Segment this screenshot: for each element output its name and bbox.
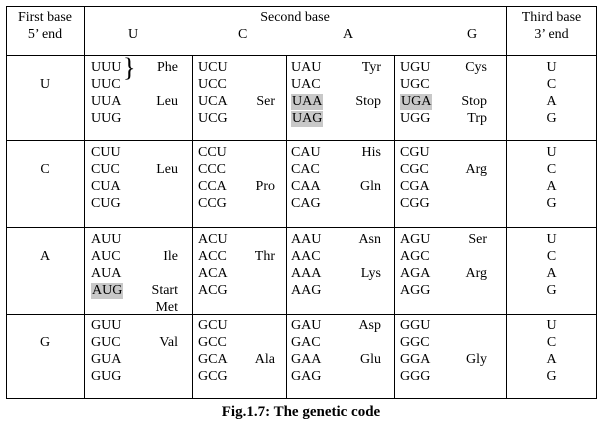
third-base-letter: G: [546, 283, 557, 298]
codon: GCU: [198, 318, 228, 333]
codon: CCC: [198, 162, 227, 177]
codon: UUC: [91, 77, 121, 92]
codon: CAG: [291, 196, 321, 211]
figure-caption: Fig.1.7: The genetic code: [221, 404, 381, 420]
amino-acid-label: Phe: [157, 60, 178, 75]
first-base-end: 5’ end: [27, 27, 63, 42]
first-base-letter: U: [39, 77, 51, 92]
third-base-letter: C: [546, 162, 557, 177]
codon: AUU: [91, 232, 122, 247]
codon: UCG: [198, 111, 228, 126]
codon: UAC: [291, 77, 321, 92]
codon: UGC: [400, 77, 430, 92]
second-base-letter: U: [128, 27, 139, 42]
third-base-letter: A: [546, 352, 557, 367]
codon: UGA: [401, 94, 432, 109]
codon: ACA: [198, 266, 228, 281]
amino-acid-label: Stop: [461, 94, 487, 109]
codon: AAU: [291, 232, 322, 247]
third-base-end: 3’ end: [534, 27, 569, 42]
codon: CUU: [91, 145, 121, 160]
codon: CAA: [291, 179, 321, 194]
codon: UAA: [292, 94, 323, 109]
codon: AGC: [400, 249, 430, 264]
codon: GUU: [91, 318, 122, 333]
second-base-letter: C: [238, 27, 248, 42]
codon: GGU: [400, 318, 431, 333]
codon: GAU: [291, 318, 322, 333]
amino-acid-label: Asp: [358, 318, 381, 333]
codon: AAG: [291, 283, 322, 298]
amino-acid-label: Met: [155, 300, 178, 315]
codon: UUG: [91, 111, 122, 126]
third-base-letter: G: [546, 196, 557, 211]
codon: CAU: [291, 145, 321, 160]
table-border-top: [6, 6, 597, 7]
codon: GUG: [91, 369, 122, 384]
amino-acid-label: Cys: [465, 60, 487, 75]
first-base-letter: G: [39, 335, 51, 350]
third-base-letter: C: [546, 77, 557, 92]
codon: CGG: [400, 196, 430, 211]
codon: AGG: [400, 283, 431, 298]
brace-symbol: }: [123, 53, 136, 82]
amino-acid-label: Arg: [465, 162, 487, 177]
first-base-header: First base: [17, 10, 73, 25]
table-border-right: [596, 6, 597, 399]
codon: GGC: [400, 335, 430, 350]
codon: CUA: [91, 179, 121, 194]
amino-acid-label: Stop: [355, 94, 381, 109]
table-border-bottom: [6, 398, 597, 399]
third-base-letter: C: [546, 335, 557, 350]
codon: AUG: [92, 283, 123, 298]
codon: ACG: [198, 283, 228, 298]
codon: UCU: [198, 60, 228, 75]
codon: GUA: [91, 352, 122, 367]
codon: CGA: [400, 179, 430, 194]
second-base-header: Second base: [260, 10, 330, 25]
codon: CGC: [400, 162, 429, 177]
third-base-letter: A: [546, 179, 557, 194]
row-divider: [6, 227, 597, 228]
amino-acid-label: Pro: [255, 179, 275, 194]
amino-acid-label: Thr: [254, 249, 275, 264]
third-base-letter: A: [546, 94, 557, 109]
column-divider: [84, 6, 85, 399]
amino-acid-label: Start: [151, 283, 178, 298]
codon: ACU: [198, 232, 228, 247]
codon: UGU: [400, 60, 431, 75]
codon: GAC: [291, 335, 321, 350]
amino-acid-label: Gly: [466, 352, 487, 367]
amino-acid-label: His: [361, 145, 381, 160]
row-divider: [6, 314, 597, 315]
amino-acid-label: Gln: [360, 179, 381, 194]
amino-acid-label: Tyr: [361, 60, 381, 75]
amino-acid-label: Leu: [156, 162, 178, 177]
codon: GCG: [198, 369, 228, 384]
third-base-letter: G: [546, 369, 557, 384]
codon: CUC: [91, 162, 120, 177]
codon: UAU: [291, 60, 322, 75]
amino-acid-label: Ser: [468, 232, 487, 247]
second-base-letter: A: [343, 27, 354, 42]
third-base-header: Third base: [521, 10, 582, 25]
codon: UCA: [198, 94, 228, 109]
amino-acid-label: Ile: [163, 249, 178, 264]
codon: UAG: [292, 111, 323, 126]
amino-acid-label: Arg: [465, 266, 487, 281]
codon: GAG: [291, 369, 322, 384]
codon: GGA: [400, 352, 431, 367]
codon: UUA: [91, 94, 122, 109]
codon: AGA: [400, 266, 431, 281]
third-base-letter: U: [546, 60, 557, 75]
amino-acid-label: Asn: [358, 232, 381, 247]
second-base-letter: G: [467, 27, 478, 42]
amino-acid-label: Glu: [360, 352, 381, 367]
first-base-letter: C: [40, 162, 50, 177]
amino-acid-label: Ala: [254, 352, 275, 367]
codon: AUC: [91, 249, 121, 264]
third-base-letter: A: [546, 266, 557, 281]
codon: ACC: [198, 249, 227, 264]
codon: CGU: [400, 145, 430, 160]
third-base-letter: U: [546, 232, 557, 247]
first-base-letter: A: [39, 249, 51, 264]
amino-acid-label: Val: [159, 335, 178, 350]
codon: CCG: [198, 196, 227, 211]
third-base-letter: U: [546, 145, 557, 160]
row-divider: [6, 55, 597, 56]
codon: GCA: [198, 352, 228, 367]
codon: CUG: [91, 196, 121, 211]
codon: UGG: [400, 111, 431, 126]
codon: CCA: [198, 179, 227, 194]
codon: AAC: [291, 249, 321, 264]
codon: UUU: [91, 60, 122, 75]
codon: CAC: [291, 162, 320, 177]
codon: GUC: [91, 335, 121, 350]
codon: GAA: [291, 352, 322, 367]
codon: AUA: [91, 266, 122, 281]
codon: UCC: [198, 77, 227, 92]
codon: GCC: [198, 335, 227, 350]
third-base-letter: C: [546, 249, 557, 264]
third-base-letter: G: [546, 111, 557, 126]
row-divider: [6, 140, 597, 141]
amino-acid-label: Leu: [156, 94, 178, 109]
amino-acid-label: Ser: [256, 94, 275, 109]
codon: CCU: [198, 145, 227, 160]
amino-acid-label: Trp: [467, 111, 487, 126]
amino-acid-label: Lys: [360, 266, 381, 281]
codon: GGG: [400, 369, 431, 384]
codon: AAA: [291, 266, 322, 281]
codon: AGU: [400, 232, 431, 247]
third-base-letter: U: [546, 318, 557, 333]
